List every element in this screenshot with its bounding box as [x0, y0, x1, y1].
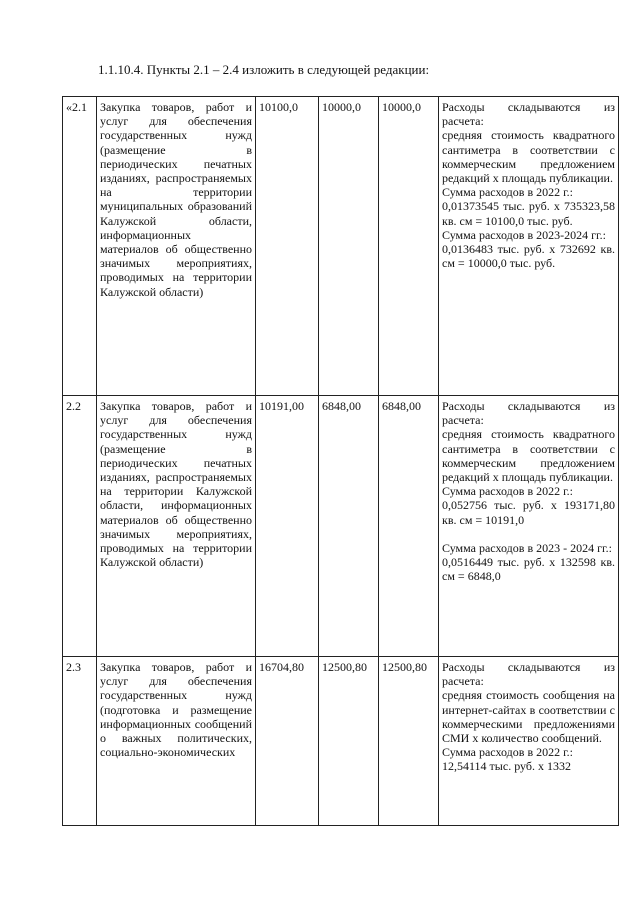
section-heading: 1.1.10.4. Пункты 2.1 – 2.4 изложить в следующей редакции: [98, 62, 430, 77]
calculation-text: Расходы складываются из расчета: средняя стоимость сообщения на интернет-сайтах в соответствии с коммерческими предложениями СМИ x количество сообщений. Сумма расходов в 2022 г.: 12,54114 тыс. руб. x 1332 [439, 657, 619, 826]
row-number: 2.2 [63, 396, 97, 657]
calculation-text: Расходы складываются из расчета: средняя стоимость квадратного сантиметра в соответствии с коммерческим предложением редакций x площадь публикации. Сумма расходов в 2022 г.: 0,01373545 тыс. руб. x 735323,58 кв. см = 10100,0 тыс. руб. Сумма расходов в 2023-2024 гг.: 0,0136483 тыс. руб. x 732692 кв. см = 10000,0 тыс. руб. [439, 97, 619, 396]
amount-2024: 12500,80 [379, 657, 439, 826]
calculation-text: Расходы складываются из расчета: средняя стоимость квадратного сантиметра в соответствии с коммерческим предложением редакций x площадь публикации. Сумма расходов в 2022 г.: 0,052756 тыс. руб. x 193171,80 кв. см = 10191,0 Сумма расходов в 2023 - 2024 гг.: 0,0516449 тыс. руб. x 132598 кв. см = 6848,0 [439, 396, 619, 657]
amount-2022: 16704,80 [256, 657, 319, 826]
amount-2023: 6848,00 [319, 396, 379, 657]
amount-2024: 6848,00 [379, 396, 439, 657]
amount-2022: 10100,0 [256, 97, 319, 396]
amount-2022: 10191,00 [256, 396, 319, 657]
row-number: 2.3 [63, 657, 97, 826]
amount-2024: 10000,0 [379, 97, 439, 396]
budget-table [62, 96, 619, 826]
table-row [63, 657, 619, 826]
row-number: «2.1 [63, 97, 97, 396]
amount-2023: 10000,0 [319, 97, 379, 396]
row-description: Закупка товаров, работ и услуг для обеспечения государственных нужд (размещение в периодических печатных изданиях, распространяемых на территории Калужской области, информационных материалов об общественно значимых мероприятиях, проводимых на территории Калужской области) [97, 396, 256, 657]
row-description: Закупка товаров, работ и услуг для обеспечения государственных нужд (подготовка и размещение информационных сообщений о важных политических, социально-экономических [97, 657, 256, 826]
table-row [63, 97, 619, 396]
amount-2023: 12500,80 [319, 657, 379, 826]
row-description: Закупка товаров, работ и услуг для обеспечения государственных нужд (размещение в периодических печатных изданиях, распространяемых на территории муниципальных образований Калужской области, информационных материалов об общественно значимых мероприятиях, проводимых на территории Калужской области) [97, 97, 256, 396]
table-row [63, 396, 619, 657]
